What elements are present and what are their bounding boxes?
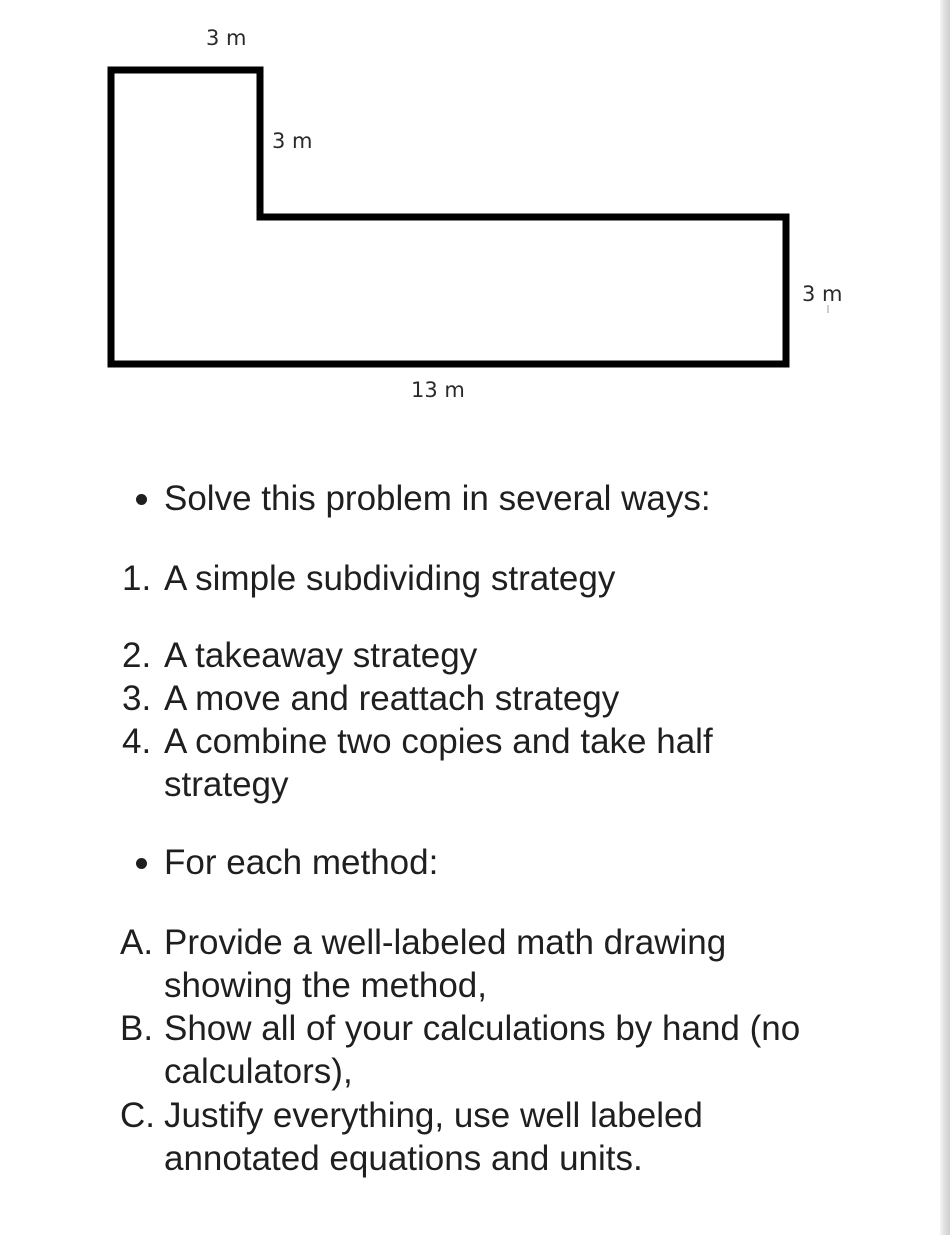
inner-height-label: 3 m bbox=[272, 129, 313, 153]
step-a-marker: A. bbox=[120, 923, 154, 962]
right-height-label: 3 m bbox=[802, 282, 843, 306]
step-a-text-line1: Provide a well-labeled math drawing bbox=[164, 923, 727, 962]
step-a-text-line2: showing the method, bbox=[164, 966, 487, 1005]
step-b-text-line1: Show all of your calculations by hand (no bbox=[164, 1009, 801, 1048]
way-2-marker: 2. bbox=[122, 636, 152, 675]
way-1-marker: 1. bbox=[122, 559, 152, 598]
l-shape-outline bbox=[111, 70, 786, 364]
way-4-marker: 4. bbox=[122, 722, 152, 761]
bottom-length-label: 13 m bbox=[411, 378, 465, 402]
way-4-text-line2: strategy bbox=[164, 765, 289, 804]
step-c-text-line2: annotated equations and units. bbox=[164, 1139, 643, 1178]
way-3-text: A move and reattach strategy bbox=[164, 679, 620, 718]
way-1-text: A simple subdividing strategy bbox=[164, 559, 616, 598]
l-shape-diagram bbox=[0, 0, 950, 420]
bullet-solve-several-ways: Solve this problem in several ways: bbox=[164, 479, 711, 518]
step-c-text-line1: Justify everything, use well labeled bbox=[164, 1096, 703, 1135]
bullet-dot bbox=[136, 494, 147, 505]
step-b-text-line2: calculators), bbox=[164, 1052, 353, 1091]
top-width-label: 3 m bbox=[206, 26, 247, 50]
l-shape-figure bbox=[0, 0, 950, 420]
step-b-marker: B. bbox=[120, 1009, 154, 1048]
way-4-text-line1: A combine two copies and take half bbox=[164, 722, 713, 761]
bullet-for-each-method: For each method: bbox=[164, 843, 439, 882]
way-2-text: A takeaway strategy bbox=[164, 636, 478, 675]
bullet-dot bbox=[136, 858, 147, 869]
way-3-marker: 3. bbox=[122, 679, 152, 718]
step-c-marker: C. bbox=[120, 1096, 155, 1135]
